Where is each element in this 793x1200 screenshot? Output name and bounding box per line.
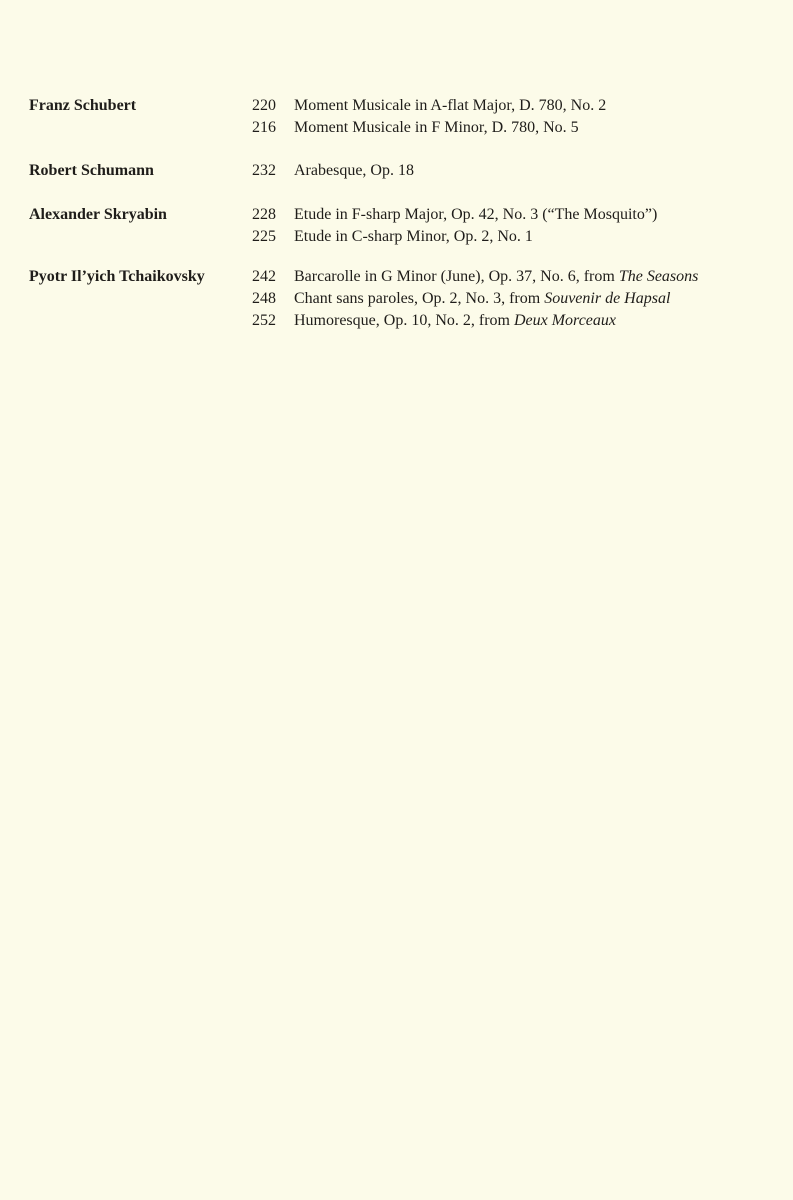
work-title: Etude in F-sharp Major, Op. 42, No. 3 (“The Mosquito”): [294, 206, 658, 223]
work-title: Arabesque, Op. 18: [294, 162, 414, 179]
composer-entry-schumann: [0, 160, 793, 182]
page-number: 248: [252, 290, 276, 307]
page-number: 228: [252, 206, 276, 223]
page-number: 252: [252, 312, 276, 329]
work-row: [0, 226, 793, 248]
page-number: 225: [252, 228, 276, 245]
page-number: 220: [252, 97, 276, 114]
composer-entry-tchaikovsky: [0, 266, 793, 332]
composer-name: Robert Schumann: [29, 162, 154, 179]
work-row: [0, 204, 793, 226]
composer-name: Franz Schubert: [29, 97, 137, 114]
page-number: 216: [252, 119, 276, 136]
work-title: Humoresque, Op. 10, No. 2, from Deux Morceaux: [294, 312, 616, 329]
work-title: Etude in C-sharp Minor, Op. 2, No. 1: [294, 228, 533, 245]
work-title: Moment Musicale in A-flat Major, D. 780, No. 2: [294, 97, 607, 114]
work-row: [0, 266, 793, 288]
composer-entry-skryabin: [0, 204, 793, 248]
work-row: [0, 310, 793, 332]
composer-name: Alexander Skryabin: [29, 206, 167, 223]
work-row: [0, 160, 793, 182]
page-number: 232: [252, 162, 276, 179]
work-row: [0, 95, 793, 117]
work-title: Chant sans paroles, Op. 2, No. 3, from Souvenir de Hapsal: [294, 290, 671, 307]
work-title: Barcarolle in G Minor (June), Op. 37, No. 6, from The Seasons: [294, 268, 699, 285]
work-row: [0, 288, 793, 310]
page-number: 242: [252, 268, 276, 285]
work-title: Moment Musicale in F Minor, D. 780, No. 5: [294, 119, 579, 136]
composer-entry-schubert: [0, 95, 793, 139]
composer-name: Pyotr Il’yich Tchaikovsky: [29, 268, 205, 285]
work-row: [0, 117, 793, 139]
